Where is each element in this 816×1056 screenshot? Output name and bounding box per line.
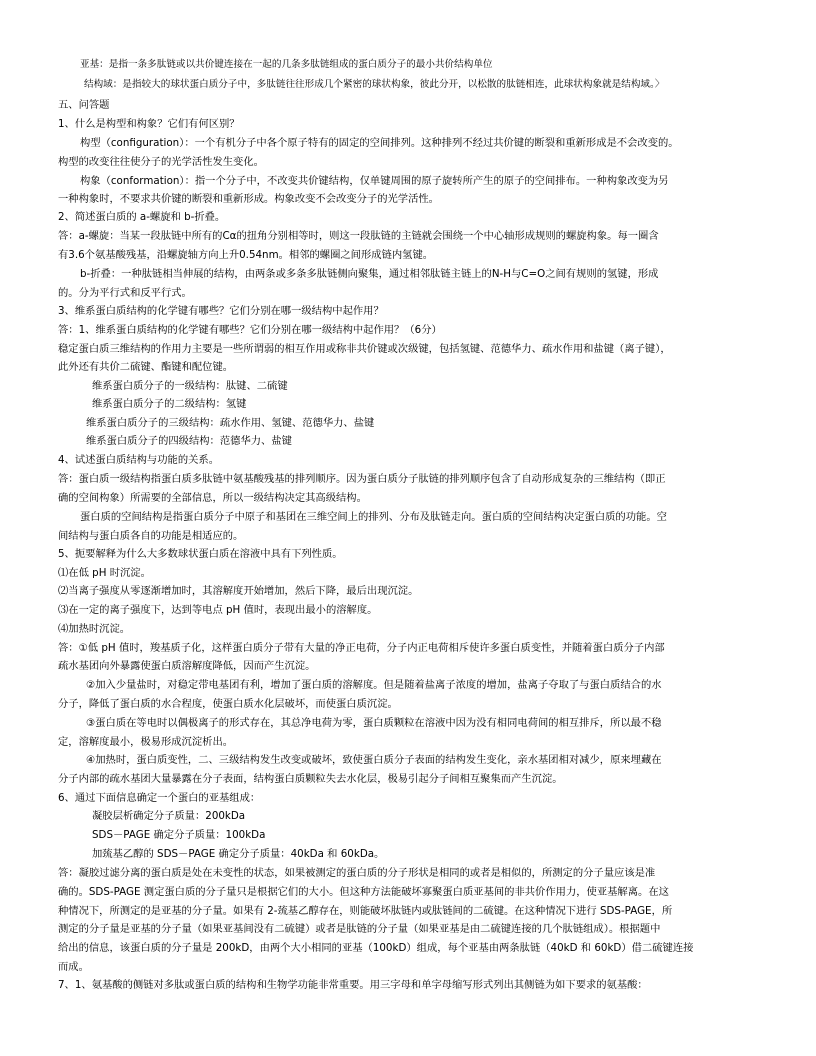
answer-line: 测定的分子量是亚基的分子量（如果亚基间没有二硫键）或者是肽链的分子量（如果亚基是由二硫键连接的几个肽链组成）。根据题中 <box>58 923 661 935</box>
question-7: 7、1、氨基酸的侧链对多肽或蛋白质的结构和生物学功能非常重要。用三字母和单字母缩写形式列出其侧链为如下要求的氨基酸： <box>58 979 648 991</box>
answer-line: 蛋白质的空间结构是指蛋白质分子中原子和基团在三维空间上的排列、分布及肽链走向。蛋白质的空间结构决定蛋白质的功能。空 <box>80 511 667 523</box>
answer-line: 有3.6个氨基酸残基，沿螺旋轴方向上升0.54nm。相邻的螺圈之间形成链内氢键。 <box>58 249 434 261</box>
answer-line: 确的。SDS-PAGE 测定蛋白质的分子量只是根据它们的大小。但这种方法能破坏寡聚蛋白质亚基间的非共价作用力，使亚基解离。在这 <box>58 886 669 898</box>
answer-line: 构型的改变往往使分子的光学活性发生变化。 <box>58 156 264 168</box>
answer-line: 构象（conformation）：指一个分子中，不改变共价键结构，仅单键周围的原子旋转所产生的原子的空间排布。一种构象改变为另 <box>80 175 669 187</box>
answer-line: 答：蛋白质一级结构指蛋白质多肽链中氨基酸残基的排列顺序。因为蛋白质分子肽链的排列顺序包含了自动形成复杂的三维结构（即正 <box>58 473 666 485</box>
answer-line: ③蛋白质在等电时以偶极离子的形式存在，其总净电荷为零，蛋白质颗粒在溶液中因为没有相同电荷间的相互排斥，所以最不稳 <box>86 717 662 729</box>
answer-line: 稳定蛋白质三维结构的作用力主要是一些所谓弱的相互作用或称非共价键或次级键，包括氢键、范德华力、疏水作用和盐键（离子键）， <box>58 343 671 355</box>
subunit-definition: 亚基：是指一条多肽链或以共价键连接在一起的几条多肽链组成的蛋白质分子的最小共价结构单位 <box>80 59 493 70</box>
answer-line: 间结构与蛋白质各自的功能是相适应的。 <box>58 530 244 542</box>
answer-line: 答：①低 pH 值时，羧基质子化，这样蛋白质分子带有大量的净正电荷，分子内正电荷相斥使许多蛋白质变性，并随着蛋白质分子内部 <box>58 642 665 654</box>
property-item: ⑷加热时沉淀。 <box>58 623 131 635</box>
answer-line: 构型（configuration）：一个有机分子中各个原子特有的固定的空间排列。这种排列不经过共价键的断裂和重新形成是不会改变的。 <box>80 137 679 149</box>
answer-line: 给出的信息，该蛋白质的分子量是 200kD，由两个大小相同的亚基（100kD）组成，每个亚基由两条肽链（40kD 和 60kD）借二硫键连接 <box>58 942 694 954</box>
answer-line: ②加入少量盐时，对稳定带电基团有利，增加了蛋白质的溶解度。但是随着盐离子浓度的增加，盐离子夺取了与蛋白质结合的水 <box>86 679 662 691</box>
domain-definition: 结构域：是指较大的球状蛋白质分子中，多肽链往往形成几个紧密的球状构象，彼此分开，以松散的肽链相连，此球状构象就是结构域。〉 <box>84 79 665 90</box>
property-item: ⑵当离子强度从零逐渐增加时，其溶解度开始增加，然后下降，最后出现沉淀。 <box>58 585 419 597</box>
answer-line: 此外还有共价二硫键、酯键和配位键。 <box>58 361 234 373</box>
answer-line: 一种构象时，不要求共价键的断裂和重新形成。构象改变不会改变分子的光学活性。 <box>58 193 439 205</box>
question-5: 5、扼要解释为什么大多数球状蛋白质在溶液中具有下列性质。 <box>58 548 343 560</box>
question-2: 2、简述蛋白质的 a-螺旋和 b-折叠。 <box>58 211 226 223</box>
answer-line: 而成。 <box>58 961 89 973</box>
answer-line: 答：凝胶过滤分离的蛋白质是处在未变性的状态，如果被测定的蛋白质的分子形状是相同的或者是相似的，所测定的分子量应该是准 <box>58 867 656 879</box>
answer-line: 答：a-螺旋：当某一段肽链中所有的Cα的扭角分别相等时，则这一段肽链的主链就会围绕一个中心轴形成规则的螺旋构象。每一圈含 <box>58 230 659 242</box>
answer-line: 疏水基团向外暴露使蛋白质溶解度降低，因而产生沉淀。 <box>58 660 316 672</box>
property-item: ⑴在低 pH 时沉淀。 <box>58 567 151 579</box>
answer-line: ④加热时，蛋白质变性，二、三级结构发生改变或破坏，致使蛋白质分子表面的结构发生变化，亲水基团相对减少，原来埋藏在 <box>86 754 662 766</box>
question-3: 3、维系蛋白质结构的化学键有哪些？它们分别在哪一级结构中起作用？ <box>58 305 384 317</box>
section-heading: 五、问答题 <box>58 99 110 111</box>
structure-bond-line: 维系蛋白质分子的三级结构：疏水作用、氢键、范德华力、盐键 <box>86 417 375 429</box>
answer-line: 种情况下，所测定的是亚基的分子量。如果有 2-巯基乙醇存在，则能破坏肽链内或肽链间的二硫键。在这种情况下进行 SDS-PAGE，所 <box>58 905 673 917</box>
question-1: 1、什么是构型和构象？它们有何区别？ <box>58 118 240 130</box>
structure-bond-line: 维系蛋白质分子的二级结构：氢键 <box>92 398 247 410</box>
answer-line: b-折叠：一种肽链相当伸展的结构，由两条或多条多肽链侧向聚集，通过相邻肽链主链上的N-H与C=O之间有规则的氢键，形成 <box>80 268 659 280</box>
answer-line: 定，溶解度最小，极易形成沉淀析出。 <box>58 736 234 748</box>
question-6: 6、通过下面信息确定一个蛋白的亚基组成： <box>58 792 261 804</box>
structure-bond-line: 维系蛋白质分子的四级结构：范德华力、盐键 <box>86 435 292 447</box>
question-4: 4、试述蛋白质结构与功能的关系。 <box>58 454 220 466</box>
answer-line: 答：1、维系蛋白质结构的化学键有哪些？它们分别在哪一级结构中起作用？（6分） <box>58 324 442 336</box>
structure-bond-line: 维系蛋白质分子的一级结构：肽键、二硫键 <box>92 380 288 392</box>
mass-data-line: SDS－PAGE 确定分子质量：100kDa <box>92 829 266 841</box>
mass-data-line: 加巯基乙醇的 SDS－PAGE 确定分子质量：40kDa 和 60kDa。 <box>92 848 385 860</box>
mass-data-line: 凝胶层析确定分子质量：200kDa <box>92 810 246 822</box>
property-item: ⑶在一定的离子强度下，达到等电点 pH 值时，表现出最小的溶解度。 <box>58 604 378 616</box>
answer-line: 的。分为平行式和反平行式。 <box>58 287 192 299</box>
answer-line: 确的空间构象）所需要的全部信息，所以一级结构决定其高级结构。 <box>58 492 367 504</box>
answer-line: 分子内部的疏水基团大量暴露在分子表面，结构蛋白质颗粒失去水化层，极易引起分子间相互聚集而产生沉淀。 <box>58 773 563 785</box>
answer-line: 分子，降低了蛋白质的水合程度，使蛋白质水化层破坏，而使蛋白质沉淀。 <box>58 698 398 710</box>
